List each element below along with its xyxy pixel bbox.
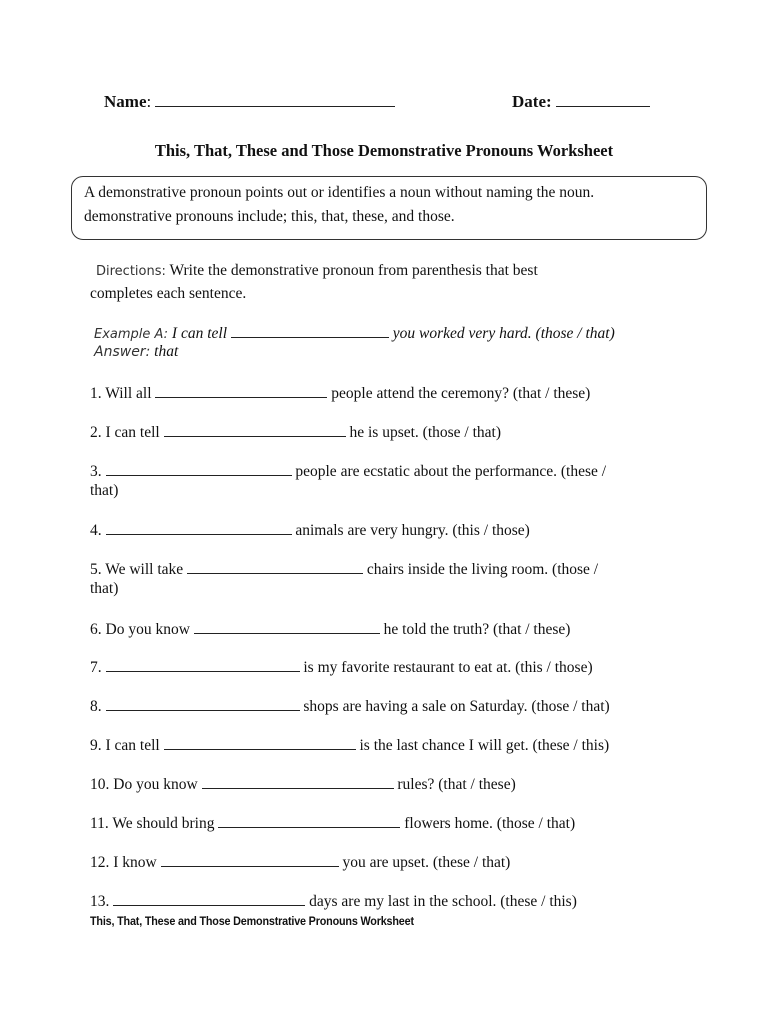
question-13-before: 13. — [90, 893, 114, 910]
question-11 — [90, 813, 575, 833]
example-after: you worked very hard. (those / that) — [388, 325, 615, 342]
footer-title: This, That, These and Those Demonstrative Pronouns Worksheet — [90, 914, 414, 928]
example-line — [94, 323, 615, 343]
question-10 — [90, 774, 516, 794]
directions-text-1: Write the demonstrative pronoun from parenthesis that best — [165, 262, 538, 279]
directions-line-1 — [96, 262, 538, 280]
answer-value: that — [150, 343, 179, 360]
question-3-before: 3. — [90, 463, 106, 480]
question-5-before: 5. We will take — [90, 561, 188, 578]
question-6 — [90, 619, 570, 639]
answer-blank-5[interactable] — [187, 559, 363, 574]
question-7-after: is my favorite restaurant to eat at. (this / those) — [299, 659, 593, 676]
question-5 — [90, 559, 598, 579]
name-colon: : — [146, 92, 152, 111]
question-8 — [90, 696, 610, 716]
answer-line — [94, 343, 178, 361]
question-8-after: shops are having a sale on Saturday. (those / that) — [299, 698, 610, 715]
question-7-before: 7. — [90, 659, 106, 676]
directions-line-2: completes each sentence. — [90, 285, 247, 302]
example-blank — [231, 323, 389, 338]
question-10-before: 10. Do you know — [90, 776, 202, 793]
date-label: Date: — [512, 92, 552, 111]
answer-blank-12[interactable] — [161, 852, 339, 867]
example-before: I can tell — [168, 325, 231, 342]
answer-blank-3[interactable] — [106, 461, 292, 476]
question-7 — [90, 657, 593, 677]
date-field[interactable] — [512, 92, 650, 112]
question-11-before: 11. We should bring — [90, 815, 219, 832]
question-4-after: animals are very hungry. (this / those) — [291, 522, 530, 539]
question-6-after: he told the truth? (that / these) — [379, 621, 571, 638]
question-11-after: flowers home. (those / that) — [400, 815, 576, 832]
answer-blank-4[interactable] — [106, 520, 292, 535]
answer-blank-7[interactable] — [106, 657, 300, 672]
name-label: Name — [104, 92, 147, 111]
answer-blank-9[interactable] — [164, 735, 356, 750]
example-label: Example A: — [94, 327, 169, 342]
answer-blank-13[interactable] — [113, 891, 305, 906]
question-9 — [90, 735, 609, 755]
definition-line-2: demonstrative pronouns include; this, that, these, and those. — [84, 208, 455, 225]
question-4 — [90, 520, 530, 540]
answer-blank-2[interactable] — [164, 422, 346, 437]
question-12-before: 12. I know — [90, 854, 161, 871]
question-2 — [90, 422, 501, 442]
question-6-before: 6. Do you know — [90, 621, 194, 638]
answer-blank-11[interactable] — [218, 813, 400, 828]
answer-blank-8[interactable] — [106, 696, 300, 711]
question-1-before: 1. Will all — [90, 385, 156, 402]
question-10-after: rules? (that / these) — [393, 776, 516, 793]
question-5-continued: that) — [90, 580, 119, 597]
answer-blank-6[interactable] — [194, 619, 380, 634]
name-field[interactable] — [104, 92, 395, 112]
answer-blank-10[interactable] — [202, 774, 394, 789]
answer-label: Answer: — [94, 344, 151, 360]
question-8-before: 8. — [90, 698, 106, 715]
question-13 — [90, 891, 577, 911]
question-4-before: 4. — [90, 522, 106, 539]
question-1-after: people attend the ceremony? (that / these) — [327, 385, 591, 402]
question-2-after: he is upset. (those / that) — [345, 424, 502, 441]
definition-line-1: A demonstrative pronoun points out or identifies a noun without naming the noun. — [84, 184, 595, 201]
question-9-before: 9. I can tell — [90, 737, 164, 754]
question-2-before: 2. I can tell — [90, 424, 164, 441]
directions-label: Directions: — [96, 264, 166, 279]
question-3-continued: that) — [90, 482, 119, 499]
date-blank[interactable] — [556, 92, 650, 107]
question-9-after: is the last chance I will get. (these / this) — [355, 737, 610, 754]
answer-blank-1[interactable] — [155, 383, 327, 398]
name-blank[interactable] — [155, 92, 395, 107]
question-1 — [90, 383, 590, 403]
question-5-after: chairs inside the living room. (those / — [363, 561, 599, 578]
worksheet-title: This, That, These and Those Demonstrative Pronouns Worksheet — [154, 141, 614, 160]
question-3-after: people are ecstatic about the performance. (these / — [291, 463, 607, 480]
question-12-after: you are upset. (these / that) — [338, 854, 511, 871]
question-12 — [90, 852, 510, 872]
question-3 — [90, 461, 606, 481]
question-13-after: days are my last in the school. (these / this) — [305, 893, 577, 910]
